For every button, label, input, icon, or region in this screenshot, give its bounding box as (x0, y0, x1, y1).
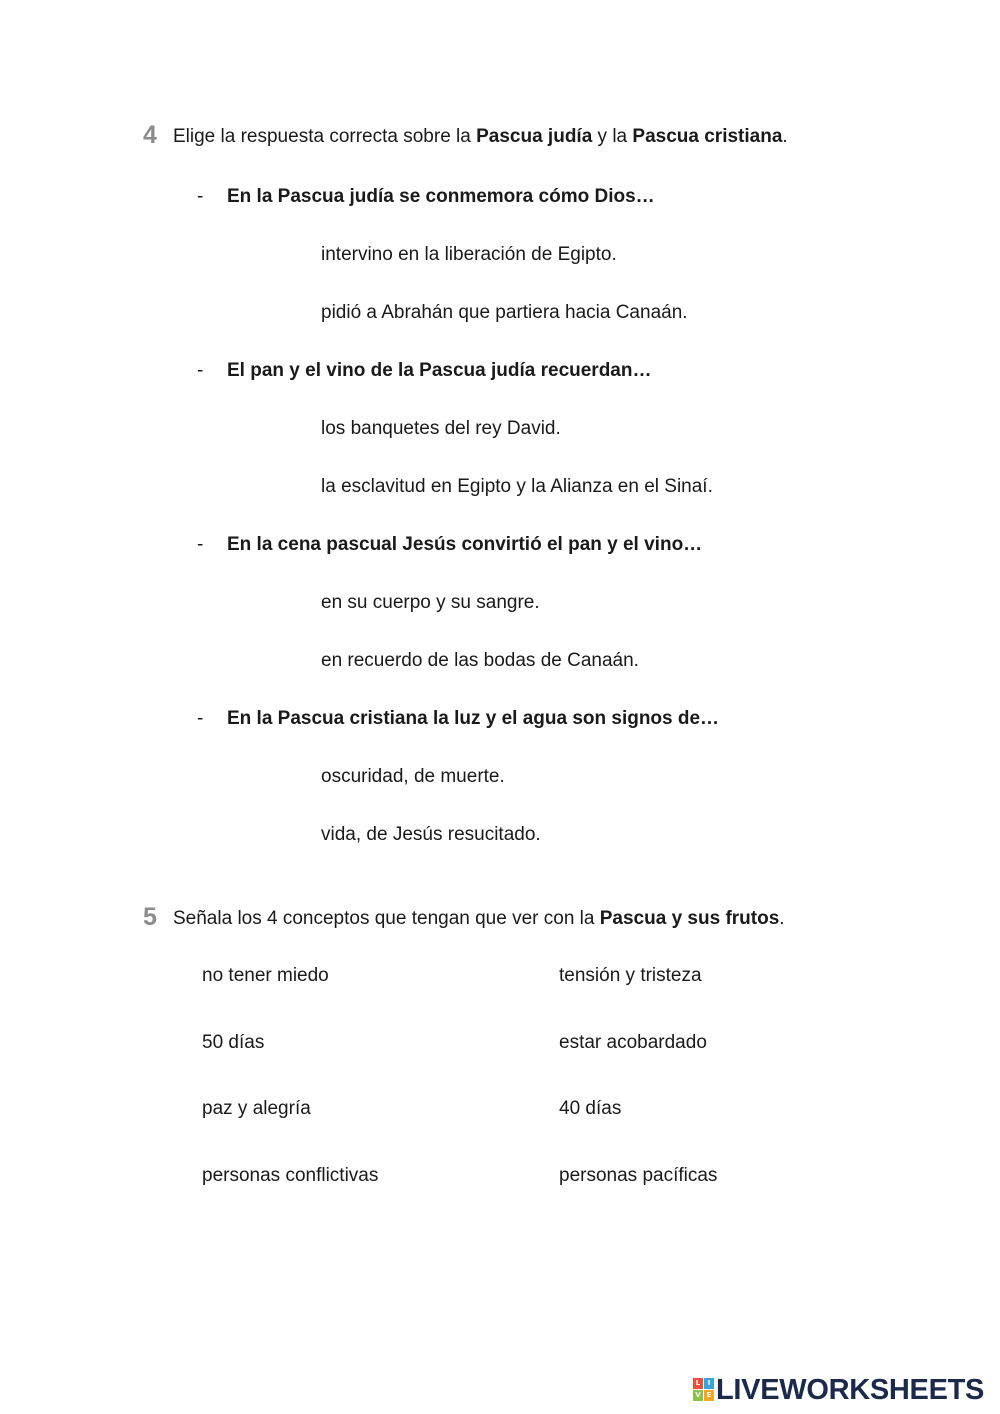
item-3-prompt: En la cena pascual Jesús convirtió el pan y el vino… (227, 534, 703, 555)
liveworksheets-brand (693, 1376, 984, 1404)
logo-cell-4: E (704, 1390, 714, 1401)
item-2-option-b[interactable]: la esclavitud en Egipto y la Alianza en el Sinaí. (321, 476, 713, 497)
question-5-number: 5 (143, 903, 157, 931)
item-3-option-a[interactable]: en su cuerpo y su sangre. (321, 592, 540, 613)
concept-right-3[interactable]: 40 días (559, 1098, 622, 1119)
question-4-number: 4 (143, 121, 157, 149)
concept-right-2[interactable]: estar acobardado (559, 1032, 707, 1053)
question-4-text-post: . (782, 126, 788, 147)
concept-left-4[interactable]: personas conflictivas (202, 1165, 379, 1186)
item-2-option-a[interactable]: los banquetes del rey David. (321, 418, 561, 439)
logo-cell-1: L (693, 1378, 703, 1389)
question-5-text-post: . (779, 908, 785, 929)
item-1-option-a[interactable]: intervino en la liberación de Egipto. (321, 244, 617, 265)
question-4-text-bold-1: Pascua judía (476, 126, 593, 147)
concept-left-2[interactable]: 50 días (202, 1032, 265, 1053)
question-5-text-pre: Señala los 4 conceptos que tengan que ver con la (173, 908, 600, 929)
question-4-text-bold-2: Pascua cristiana (632, 126, 783, 147)
item-3-option-b[interactable]: en recuerdo de las bodas de Canaán. (321, 650, 639, 671)
liveworksheets-logo-icon (693, 1378, 714, 1402)
concept-right-1[interactable]: tensión y tristeza (559, 965, 702, 986)
item-1-dash: - (197, 186, 204, 207)
item-4-dash: - (197, 708, 204, 729)
question-4-instruction (173, 126, 788, 148)
concept-left-3[interactable]: paz y alegría (202, 1098, 311, 1119)
concept-right-4[interactable]: personas pacíficas (559, 1165, 718, 1186)
question-5-text-bold: Pascua y sus frutos (599, 908, 780, 929)
question-4-text-mid: y la (592, 126, 633, 147)
item-1-prompt: En la Pascua judía se conmemora cómo Dios… (227, 186, 655, 207)
item-4-option-a[interactable]: oscuridad, de muerte. (321, 766, 505, 787)
question-4-text-pre: Elige la respuesta correcta sobre la (173, 126, 477, 147)
item-2-dash: - (197, 360, 204, 381)
item-4-prompt: En la Pascua cristiana la luz y el agua son signos de… (227, 708, 720, 729)
brand-text: LIVEWORKSHEETS (716, 1374, 985, 1406)
concept-left-1[interactable]: no tener miedo (202, 965, 329, 986)
item-1-option-b[interactable]: pidió a Abrahán que partiera hacia Canaán. (321, 302, 688, 323)
logo-cell-2: I (704, 1378, 714, 1389)
logo-cell-3: V (693, 1390, 703, 1401)
item-3-dash: - (197, 534, 204, 555)
question-5-instruction (173, 908, 785, 930)
item-2-prompt: El pan y el vino de la Pascua judía recuerdan… (227, 360, 652, 381)
item-4-option-b[interactable]: vida, de Jesús resucitado. (321, 824, 541, 845)
